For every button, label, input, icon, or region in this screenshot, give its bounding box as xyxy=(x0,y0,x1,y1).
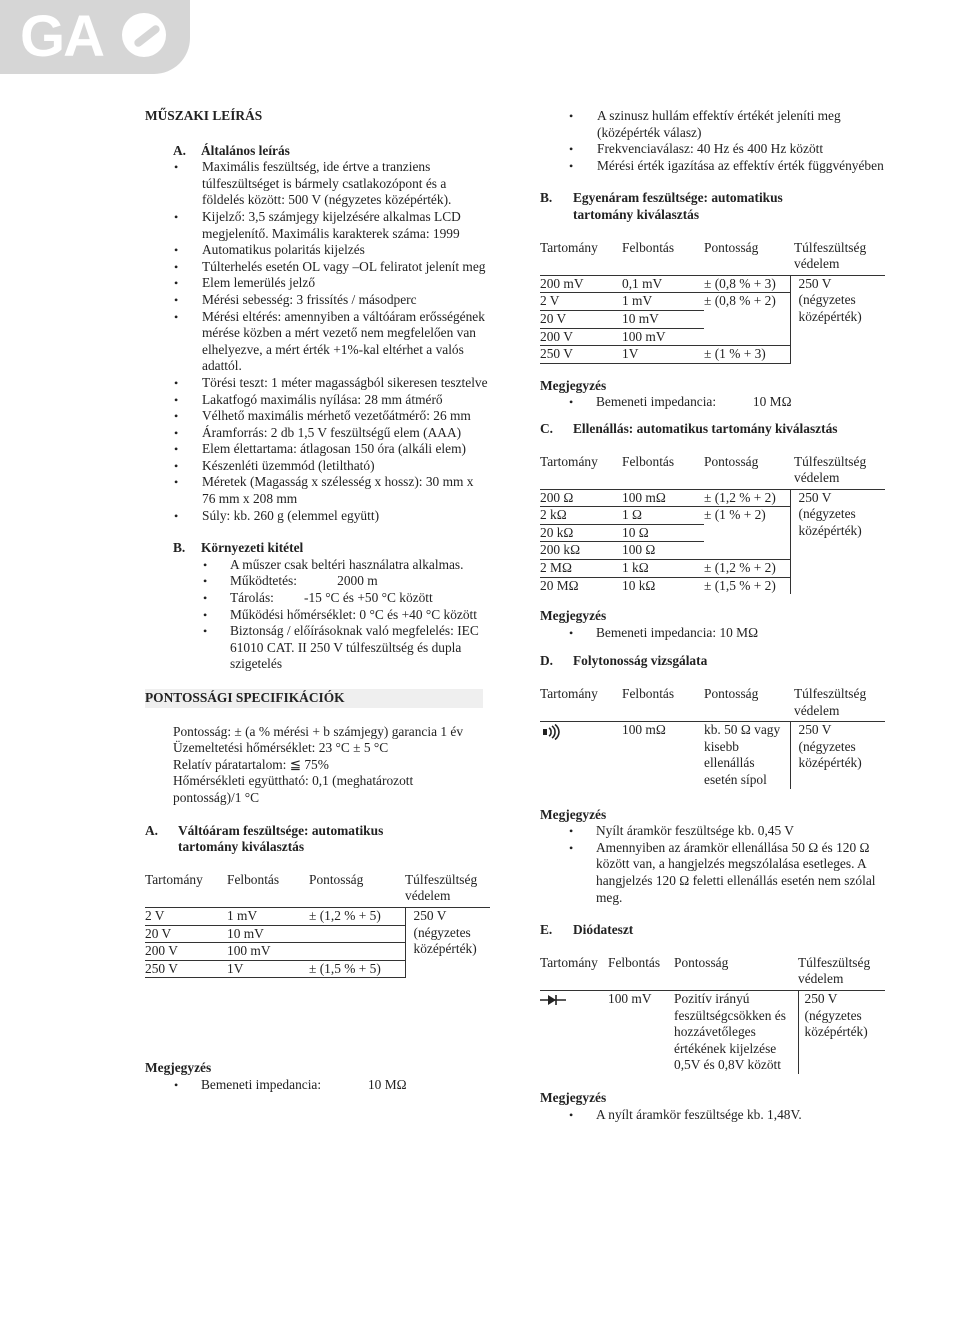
note-item: • Bemeneti impedancia: 10 MΩ xyxy=(568,394,885,411)
table-cell: ± (1 % + 2) xyxy=(704,507,790,560)
table-cell: 2 V xyxy=(540,293,622,311)
section-e-heading xyxy=(540,922,885,939)
list-item: • Maximális feszültség, ide értve a tranziens túlfeszültséget is bármely csatlakozópont és a földelés között: 500 V (négyzetes középérték). xyxy=(173,159,490,209)
table-cell: ± (1,5 % + 2) xyxy=(704,577,790,594)
table-cell: 0,1 mV xyxy=(622,275,704,293)
list-item: • A műszer csak beltéri használatra alkalmas. xyxy=(202,557,490,574)
col-header: Tartomány xyxy=(145,871,203,887)
speaker-sound-icon xyxy=(542,724,566,740)
table-cell: ± (0,8 % + 3) xyxy=(704,275,790,293)
table-cell: ± (1,2 % + 2) xyxy=(704,560,790,578)
spec-line: Pontosság: ± (a % mérési + b számjegy) garancia 1 év xyxy=(173,723,464,739)
col-header: Tartomány xyxy=(540,686,598,702)
section-title: Diódateszt xyxy=(573,922,634,938)
table-cell: 1V xyxy=(227,960,309,978)
section-letter: D. xyxy=(540,653,554,669)
protection-cell: 250 V (négyzetes középérték) xyxy=(790,275,885,363)
note-item: • Amennyiben az áramkör ellenállása 50 Ω és 120 Ω között van, a hangjelzés megszólalása esetleges. A hangjelzés 120 Ω feletti ellenállás esetén nem szólal meg. xyxy=(568,840,888,906)
logo xyxy=(0,0,190,74)
note-title: Megjegyzés xyxy=(540,608,607,624)
table-cell: 2 V xyxy=(145,907,227,925)
spec-line: Üzemeltetési hőmérséklet: 23 °C ± 5 °C xyxy=(173,740,389,756)
col-header: Felbontás xyxy=(622,453,675,469)
table-cell: 250 V xyxy=(540,346,622,364)
table-cell: kb. 50 Ω vagy kisebb ellenállás esetén sípol xyxy=(704,722,790,789)
protection-cell: 250 V (négyzetes középérték) xyxy=(405,907,490,977)
note-title: Megjegyzés xyxy=(145,1060,212,1076)
col-header: Felbontás xyxy=(227,871,280,887)
acv-table xyxy=(145,872,490,979)
section-a-heading xyxy=(145,143,490,160)
note-title: Megjegyzés xyxy=(540,1089,607,1105)
table-cell: 1 kΩ xyxy=(622,560,704,578)
note-list xyxy=(145,1077,490,1094)
table-cell: 2 kΩ xyxy=(540,507,622,525)
table-cell: 100 mV xyxy=(227,943,309,961)
environment-list xyxy=(145,557,490,673)
section-dcv-heading xyxy=(540,190,885,223)
table-cell: 250 V xyxy=(145,960,227,978)
table-cell: 1 mV xyxy=(622,293,704,311)
section-letter: A. xyxy=(173,142,187,158)
list-item: • Kijelző: 3,5 számjegy kijelzésére alkalmas LCD megjelenítő. Maximális karakterek száma: 1999 xyxy=(173,209,490,242)
note-item: • Bemeneti impedancia: 10 MΩ xyxy=(568,625,885,642)
col-header: Túlfeszültség védelem xyxy=(405,871,478,904)
logo-text: GA xyxy=(20,4,103,69)
section-acv-heading xyxy=(145,823,490,856)
table-cell: 10 Ω xyxy=(622,524,704,542)
accuracy-spec-lines xyxy=(145,724,483,807)
col-header: Pontosság xyxy=(674,954,729,970)
left-column xyxy=(145,108,490,1094)
list-item: • Áramforrás: 2 db 1,5 V feszültségű elem (AAA) xyxy=(173,425,490,442)
table-cell: 1 mV xyxy=(227,907,309,925)
table-cell: 200 kΩ xyxy=(540,542,622,560)
section-letter: A. xyxy=(145,822,159,838)
note-item: • A nyílt áramkör feszültsége kb. 1,48V. xyxy=(568,1107,885,1124)
section-letter: E. xyxy=(540,922,553,938)
continuity-symbol-cell xyxy=(540,722,622,789)
protection-cell: 250 V (négyzetes középérték) xyxy=(798,990,885,1073)
table-cell: 10 mV xyxy=(227,925,309,943)
list-item: • Méretek (Magasság x szélesség x hossz): 30 mm x 76 mm x 208 mm xyxy=(173,474,490,507)
section-title: Környezeti kitétel xyxy=(201,540,304,556)
diode-table xyxy=(540,955,885,1074)
right-column xyxy=(540,108,885,1123)
section-title: Általános leírás xyxy=(201,142,290,158)
list-item: • Törési teszt: 1 méter magasságból sikeresen tesztelve xyxy=(173,375,490,392)
list-item: • Vélhető maximális mérhető vezetőátmérő: 26 mm xyxy=(173,408,490,425)
section-letter: C. xyxy=(540,420,554,436)
acv-notes-list xyxy=(540,108,885,174)
section-letter: B. xyxy=(173,540,186,556)
protection-cell: 250 V (négyzetes középérték) xyxy=(790,722,885,789)
spec-line: Relatív páratartalom: ≦ 75% xyxy=(173,756,329,772)
col-header: Pontosság xyxy=(704,239,759,255)
section-title: Egyenáram feszültsége: automatikus tartomány kiválasztás xyxy=(573,190,783,222)
col-header: Felbontás xyxy=(622,239,675,255)
list-item: • Mérési érték igazítása az effektív érték függvényében xyxy=(568,158,885,175)
list-item: • Működési hőmérséklet: 0 °C és +40 °C között xyxy=(202,607,490,624)
col-header: Túlfeszültség védelem xyxy=(794,453,867,486)
page-title: MŰSZAKI LEÍRÁS xyxy=(145,108,263,123)
col-header: Tartomány xyxy=(540,954,598,970)
note-title: Megjegyzés xyxy=(540,806,607,822)
col-header: Pontosság xyxy=(704,686,759,702)
table-cell: ± (1,2 % + 2) xyxy=(704,489,790,507)
section-title: Folytonosság vizsgálata xyxy=(573,653,708,669)
col-header: Túlfeszültség védelem xyxy=(794,239,867,272)
note-list xyxy=(540,394,885,411)
section-letter: B. xyxy=(540,190,553,206)
diode-icon xyxy=(540,993,566,1007)
col-header: Pontosság xyxy=(309,871,364,887)
general-spec-list xyxy=(145,159,490,524)
table-cell xyxy=(309,925,405,943)
table-cell: 200 mV xyxy=(540,275,622,293)
list-item: • Tárolás: -15 °C és +50 °C között xyxy=(202,590,490,607)
list-item: • Mérési sebesség: 3 frissítés / másodperc xyxy=(173,292,490,309)
table-cell: 10 kΩ xyxy=(622,577,704,594)
table-cell: 1V xyxy=(622,346,704,364)
col-header: Túlfeszültség védelem xyxy=(794,686,867,718)
list-item: • A szinusz hullám effektív értékét jeleníti meg (középérték válasz) xyxy=(568,108,885,141)
note-list xyxy=(540,1107,885,1124)
table-cell: 1 Ω xyxy=(622,507,704,525)
table-cell: 100 mΩ xyxy=(622,722,704,789)
note-list xyxy=(540,625,885,642)
list-item: • Működtetés: 2000 m xyxy=(202,573,490,590)
table-cell: ± (1,5 % + 5) xyxy=(309,960,405,978)
protection-cell: 250 V (négyzetes középérték) xyxy=(790,489,885,594)
accuracy-spec-heading: PONTOSSÁGI SPECIFIKÁCIÓK xyxy=(145,689,483,708)
note-item: • Nyílt áramkör feszültsége kb. 0,45 V xyxy=(568,823,888,840)
list-item: • Mérési eltérés: amennyiben a váltóáram erősségének mérése közben a mért vezető nem megfelelően van elhelyezve, a mért érték +1%-kal eltérhet a valós adattól. xyxy=(173,309,490,375)
table-cell: 100 mΩ xyxy=(622,489,704,507)
table-cell: ± (1,2 % + 5) xyxy=(309,907,405,925)
section-b-heading xyxy=(145,540,490,557)
note-title: Megjegyzés xyxy=(540,377,607,393)
list-item: • Súly: kb. 260 g (elemmel együtt) xyxy=(173,508,490,525)
table-cell: ± (1 % + 3) xyxy=(704,346,790,364)
list-item: • Lakatfogó maximális nyílása: 28 mm átmérő xyxy=(173,392,490,409)
spec-line: Hőmérsékleti együttható: 0,1 (meghatározott pontosság)/1 °C xyxy=(173,773,414,805)
table-cell: Pozitív irányú feszültségcsökken és hozzávetőleges értékének kijelzése 0,5V és 0,8V között xyxy=(674,990,798,1073)
table-cell: 100 mV xyxy=(622,328,704,346)
table-cell: 200 V xyxy=(145,943,227,961)
section-title: Ellenállás: automatikus tartomány kiválasztás xyxy=(573,420,838,436)
list-item: • Automatikus polaritás kijelzés xyxy=(173,242,490,259)
col-header: Pontosság xyxy=(704,453,759,469)
table-cell: 2 MΩ xyxy=(540,560,622,578)
table-cell xyxy=(309,943,405,961)
table-cell: 20 MΩ xyxy=(540,577,622,594)
col-header: Felbontás xyxy=(622,686,675,702)
resistance-table xyxy=(540,454,885,595)
section-c-heading xyxy=(540,421,885,438)
table-cell: 20 kΩ xyxy=(540,524,622,542)
list-item: • Készenléti üzemmód (letiltható) xyxy=(173,458,490,475)
col-header: Tartomány xyxy=(540,239,598,255)
table-cell: 10 mV xyxy=(622,310,704,328)
list-item: • Elem élettartama: átlagosan 150 óra (alkáli elem) xyxy=(173,441,490,458)
table-cell: ± (0,8 % + 2) xyxy=(704,293,790,346)
list-item: • Frekvenciaválasz: 40 Hz és 400 Hz között xyxy=(568,141,885,158)
logo-o-mark-icon xyxy=(122,13,166,57)
section-title: Váltóáram feszültsége: automatikus tartomány kiválasztás xyxy=(178,822,384,855)
col-header: Túlfeszültség védelem xyxy=(798,954,871,987)
list-item: • Túlterhelés esetén OL vagy –OL feliratot jelenít meg xyxy=(173,259,490,276)
note-list xyxy=(540,823,888,906)
continuity-table xyxy=(540,686,885,789)
col-header: Felbontás xyxy=(608,954,661,970)
table-cell: 200 Ω xyxy=(540,489,622,507)
table-cell: 20 V xyxy=(540,310,622,328)
diode-symbol-cell xyxy=(540,990,608,1073)
table-cell: 20 V xyxy=(145,925,227,943)
table-cell: 100 Ω xyxy=(622,542,704,560)
note-item: • Bemeneti impedancia: 10 MΩ xyxy=(173,1077,490,1094)
section-d-heading xyxy=(540,653,885,670)
list-item: • Elem lemerülés jelző xyxy=(173,275,490,292)
list-item: • Biztonság / előírásoknak való megfelelés: IEC 61010 CAT. II 250 V túlfeszültség és dupla szigetelés xyxy=(202,623,490,673)
table-cell: 200 V xyxy=(540,328,622,346)
col-header: Tartomány xyxy=(540,453,598,469)
dcv-table xyxy=(540,240,885,364)
table-cell: 100 mV xyxy=(608,990,674,1073)
